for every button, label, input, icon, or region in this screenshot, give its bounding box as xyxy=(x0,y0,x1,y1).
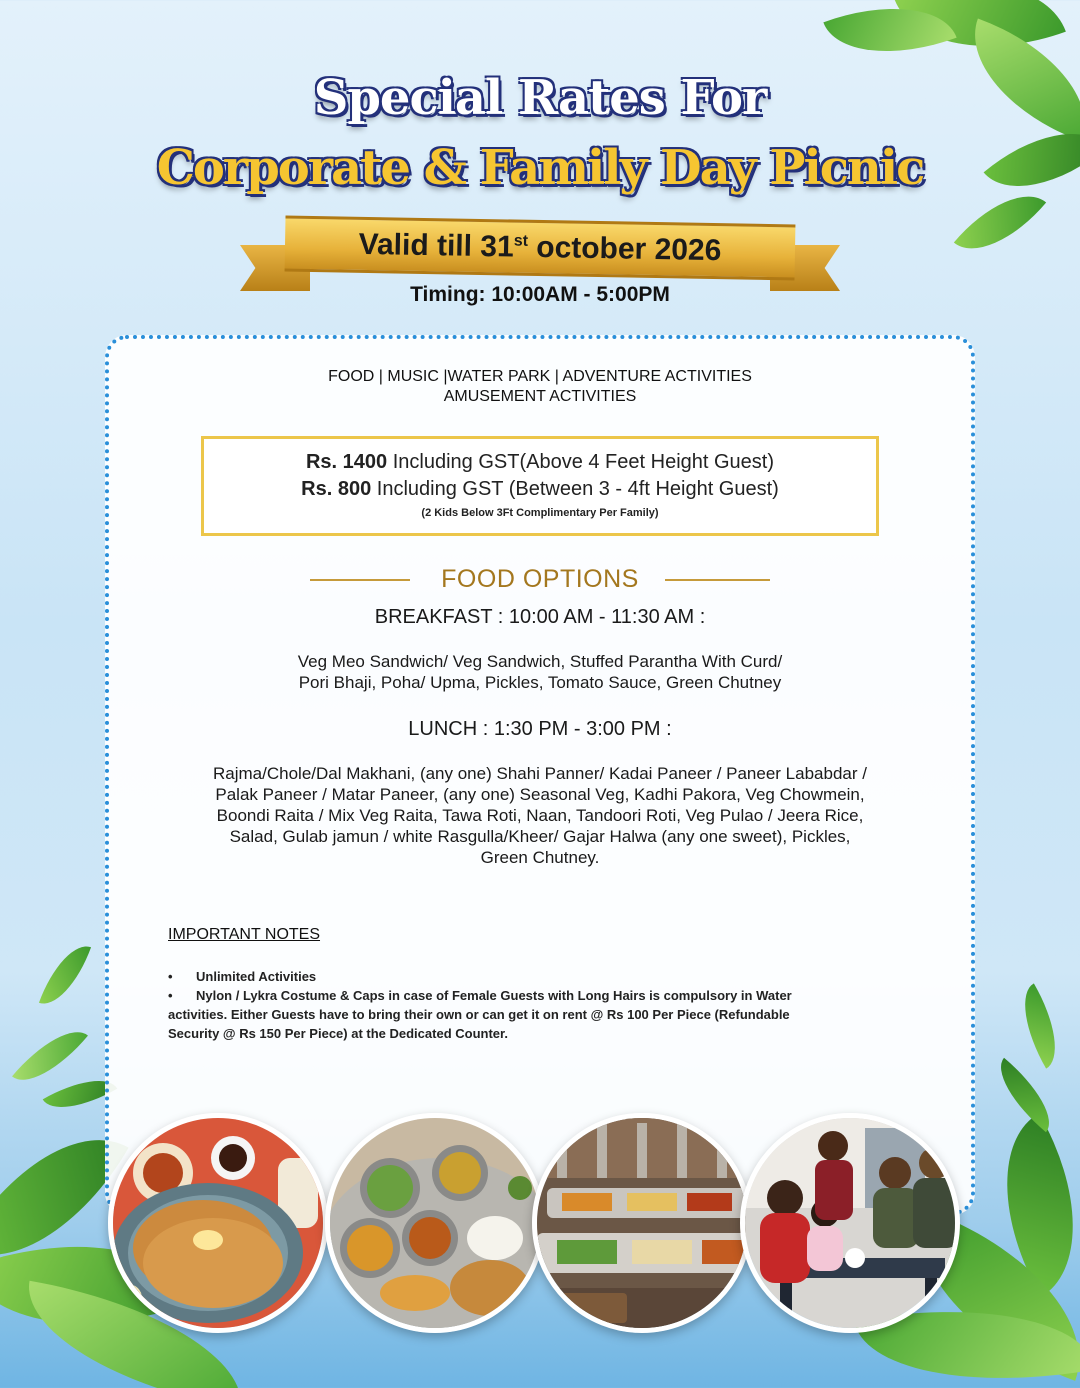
validity-ribbon xyxy=(285,216,796,281)
important-notes-title: IMPORTANT NOTES xyxy=(168,926,321,943)
breakfast-menu: Veg Meo Sandwich/ Veg Sandwich, Stuffed Parantha With Curd/ Pori Bhaji, Poha/ Upma, Pickles, Tomato Sauce, Green Chutney xyxy=(297,652,783,692)
adult-price: Rs. 1400 Including GST(Above 4 Feet Height Guest) xyxy=(305,451,775,473)
lunch-menu: Rajma/Chole/Dal Makhani, (any one) Shahi Panner/ Kadai Paneer / Paneer Lababdar / Palak Paneer / Matar Paneer, (any one) Seasonal Veg, Kadhi Pakora, Veg Chowmein, Boondi Raita / Mix Veg Raita, Tawa Roti, Naan, Tandoori Roti, Veg Pulao / Jeera Rice, Salad, Gulab jamun / white Rasgulla/Kheer/ Gajar Halwa (any one sweet), Pickles, Green Chutney. xyxy=(213,764,867,867)
headline-special-rates: Special Rates For xyxy=(313,70,767,126)
paratha-photo xyxy=(108,1113,328,1333)
headline-picnic: Corporate & Family Day Picnic xyxy=(156,140,924,196)
activities-list: FOOD | MUSIC |WATER PARK | ADVENTURE ACTIVITIES AMUSEMENT ACTIVITIES xyxy=(328,368,752,405)
family-dining-photo xyxy=(740,1113,960,1333)
food-options-heading: FOOD OPTIONS xyxy=(441,565,639,593)
buffet-photo xyxy=(532,1113,752,1333)
validity-text: Valid till 31st october 2026 xyxy=(358,227,722,268)
breakfast-title: BREAKFAST : 10:00 AM - 11:30 AM : xyxy=(374,606,706,628)
child-price: Rs. 800 Including GST (Between 3 - 4ft Height Guest) xyxy=(301,478,779,500)
note-item: • Nylon / Lykra Costume & Caps in case of Female Guests with Long Hairs is compulsory in Water activities. Either Guests have to bring their own or can get it on rent @ Rs 100 Per Piece (Refundable Security @ Rs 150 Per Piece) at the Dedicated Counter. xyxy=(168,988,792,1041)
lunch-title: LUNCH : 1:30 PM - 3:00 PM : xyxy=(408,718,672,740)
thali-photo xyxy=(325,1113,545,1333)
kids-complimentary-note: (2 Kids Below 3Ft Complimentary Per Family) xyxy=(421,507,659,519)
timing-text: Timing: 10:00AM - 5:00PM xyxy=(410,283,670,306)
pricing-box xyxy=(201,436,879,536)
note-item: • Unlimited Activities xyxy=(168,969,317,984)
